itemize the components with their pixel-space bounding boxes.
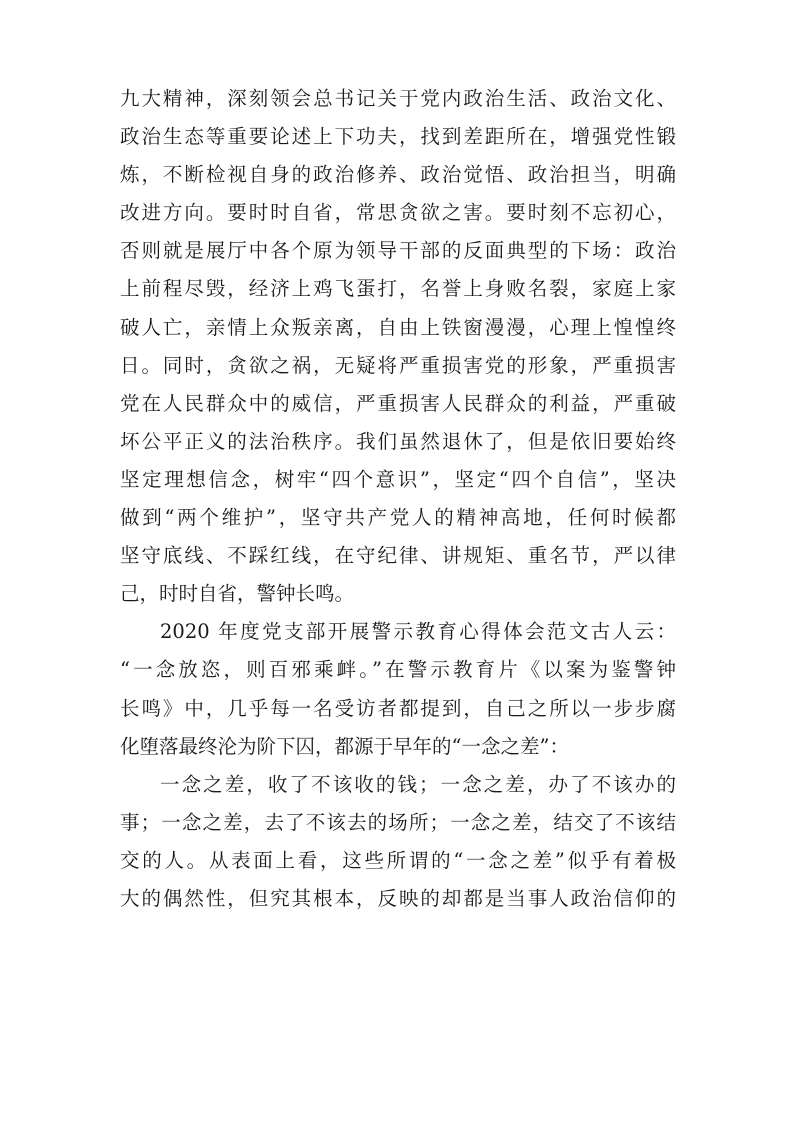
text-line: 一念之差，收了不该收的钱；一念之差，办了不该办的: [160, 772, 676, 796]
text-line: 长鸣》中，几乎每一名受访者都提到，自己之所以一步步腐: [120, 696, 676, 720]
text-line: 否则就是展厅中各个原为领导干部的反面典型的下场：政治: [120, 239, 676, 263]
text-line: 坚定理想信念，树牢“四个意识”，坚定“四个自信”，坚决: [120, 467, 676, 491]
text-line: 坏公平正义的法治秩序。我们虽然退休了，但是依旧要始终: [120, 429, 676, 453]
text-line: 己，时时自省，警钟长鸣。: [120, 582, 355, 606]
text-line: 2020 年度党支部开展警示教育心得体会范文古人云：: [160, 620, 676, 644]
text-line: 政治生态等重要论述上下功夫，找到差距所在，增强党性锻: [120, 125, 676, 149]
paragraph-1: [120, 80, 676, 613]
text-line: 破人亡，亲情上众叛亲离，自由上铁窗漫漫，心理上惶惶终: [120, 315, 676, 339]
text-line: 上前程尽毁，经济上鸡飞蛋打，名誉上身败名裂，家庭上家: [120, 277, 676, 301]
text-line: 党在人民群众中的威信，严重损害人民群众的利益，严重破: [120, 391, 676, 415]
text-line: 交的人。从表面上看，这些所谓的“一念之差”似乎有着极: [120, 848, 676, 872]
paragraph-2: [120, 613, 676, 765]
text-line: 日。同时，贪欲之祸，无疑将严重损害党的形象，严重损害: [120, 353, 676, 377]
text-line: 化堕落最终沦为阶下囚，都源于早年的“一念之差”：: [120, 734, 569, 758]
text-line: 事；一念之差，去了不该去的场所；一念之差，结交了不该结: [120, 810, 676, 834]
document-page: [120, 80, 676, 918]
text-line: “一念放恣，则百邪乘衅。”在警示教育片《以案为鉴警钟: [120, 658, 676, 682]
text-line: 改进方向。要时时自省，常思贪欲之害。要时刻不忘初心，: [120, 201, 676, 225]
text-line: 做到“两个维护”，坚守共产党人的精神高地，任何时候都: [120, 506, 676, 530]
text-line: 炼，不断检视自身的政治修养、政治觉悟、政治担当，明确: [120, 163, 676, 187]
paragraph-3: [120, 766, 676, 918]
text-line: 大的偶然性，但究其根本，反映的却都是当事人政治信仰的: [120, 886, 676, 910]
text-line: 坚守底线、不踩红线，在守纪律、讲规矩、重名节，严以律: [120, 544, 676, 568]
text-line: 九大精神，深刻领会总书记关于党内政治生活、政治文化、: [120, 87, 676, 110]
